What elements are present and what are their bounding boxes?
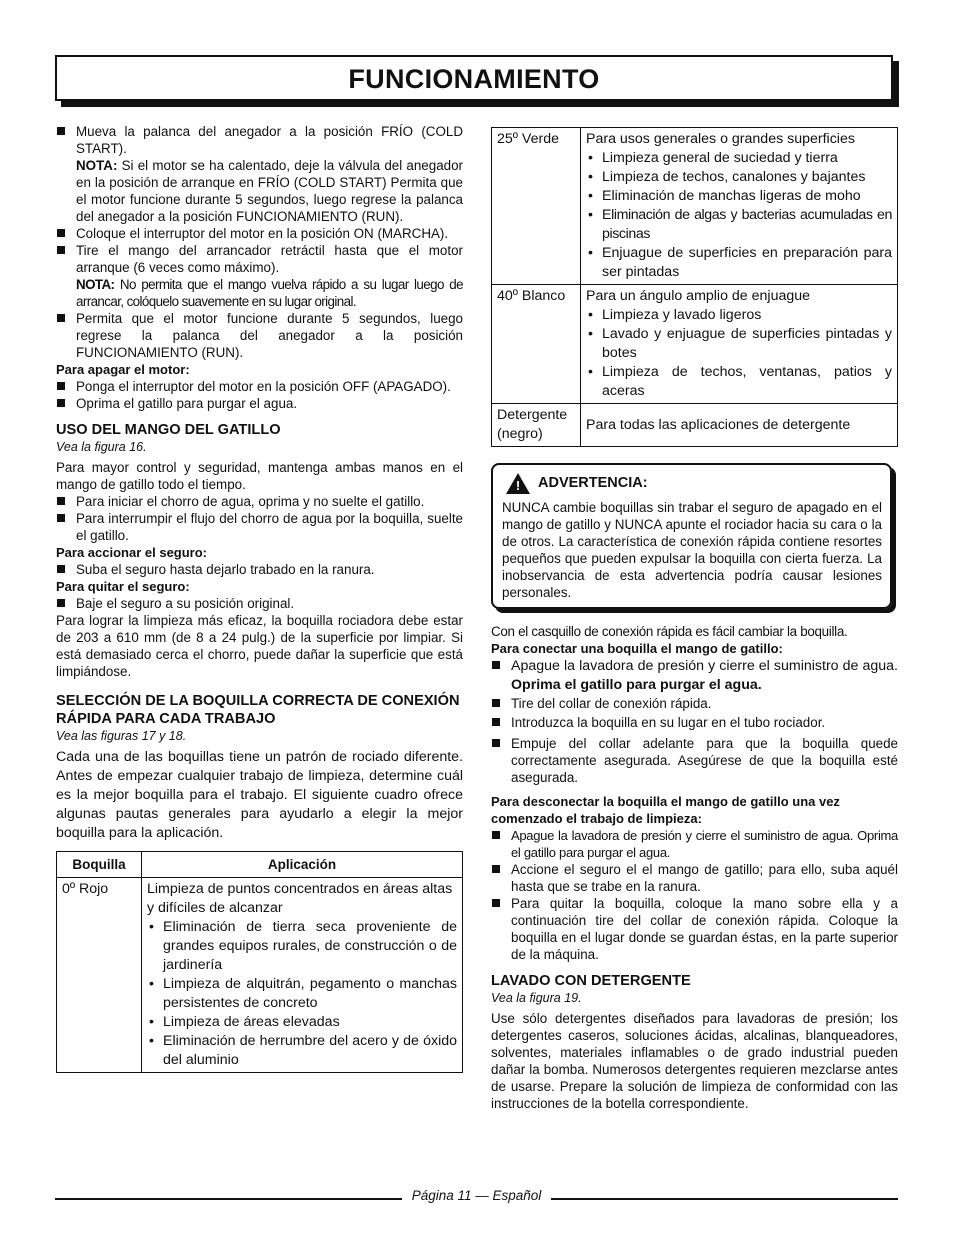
list-item: • Limpieza general de suciedad y tierra — [586, 149, 892, 168]
paragraph: Use sólo detergentes diseñados para lavadoras de presión; los detergentes caseros, soluciones ácidas, alcalinas, blanqueadores, solventes, materiales inflamables o de grado industrial pueden dañar la bomba. Numerosos detergentes requieren mezclarse antes de usarse. Prepare la solución de limpieza de conformidad con las instrucciones de la botella correspondiente. — [491, 1011, 898, 1111]
note-label: NOTA: — [76, 277, 115, 292]
list-item: Empuje del collar adelante para que la boquilla quede correctamente asegurada. Asegúrese de que la boquilla esté asegurada. — [491, 735, 898, 786]
cell-list — [147, 918, 457, 1070]
figure-reference: Vea la figura 16. — [56, 440, 147, 454]
list-item-text: Mueva la palanca del anegador a la posición FRÍO (COLD START). — [76, 124, 463, 156]
connect-list-2 — [491, 695, 898, 786]
note-paragraph — [76, 157, 463, 225]
list-item — [56, 123, 463, 225]
table-cell: Para todas las aplicaciones de detergente — [581, 404, 898, 447]
list-item: • Limpieza de áreas elevadas — [147, 1013, 457, 1032]
paragraph: Cada una de las boquillas tiene un patrón de rociado diferente. Antes de empezar cualquier trabajo de limpieza, determine cuál es la mejor boquilla para el trabajo. El siguiente cuadro ofrece algunas pautas generales para ayudarlo a elegir la mejor boquilla para la aplicación. — [56, 749, 463, 841]
section-heading: USO DEL MANGO DEL GATILLO — [56, 422, 281, 438]
table-cell: 40º Blanco — [492, 285, 581, 404]
cell-list — [586, 306, 892, 401]
list-item: • Limpieza y lavado ligeros — [586, 306, 892, 325]
table-header-row — [57, 852, 463, 878]
footer-text: Página 11 — Español — [402, 1188, 552, 1203]
list-item: • Eliminación de algas y bacterias acumuladas en piscinas — [586, 206, 892, 244]
list-item: Para quitar la boquilla, coloque la mano sobre ella y a continuación tire del collar de conexión rápida. Coloque la boquilla en el lugar donde se guardan éstas, en la parte superior de la máquina. — [491, 895, 898, 963]
section-heading: SELECCIÓN DE LA BOQUILLA CORRECTA DE CONEXIÓN RÁPIDA PARA CADA TRABAJO — [56, 693, 460, 727]
list-item-bold: Oprima el gatillo para purgar el agua. — [511, 677, 762, 693]
list-item: • Eliminación de tierra seca proveniente de grandes equipos rurales, de construcción o de jardinería — [147, 918, 457, 975]
list-item-text: Apague la lavadora de presión y cierre el suministro de agua. — [511, 658, 898, 674]
warning-box — [491, 463, 892, 609]
table-cell: 25º Verde — [492, 128, 581, 285]
list-item: • Eliminación de manchas ligeras de moho — [586, 187, 892, 206]
paragraph: Para lograr la limpieza más eficaz, la boquilla rociadora debe estar de 203 a 610 mm (de 8 a 24 pulg.) de la superficie por limpiar. Si está demasiado cerca el chorro, puede dañar la superficie que está limpiándose. — [56, 613, 463, 679]
cell-text: Para usos generales o grandes superficies — [586, 131, 855, 147]
list-item: • Lavado y enjuague de superficies pintadas y botes — [586, 325, 892, 363]
list-item: Suba el seguro hasta dejarlo trabado en la ranura. — [56, 561, 463, 578]
list-item: Permita que el motor funcione durante 5 segundos, luego regrese la palanca del anegador a la posición FUNCIONAMIENTO (RUN). — [56, 310, 463, 361]
table-header: Aplicación — [142, 852, 463, 878]
table-cell — [581, 128, 898, 285]
page-title: FUNCIONAMIENTO — [348, 64, 600, 94]
table-cell — [581, 285, 898, 404]
connect-list — [491, 657, 898, 695]
list-item: Ponga el interruptor del motor en la posición OFF (APAGADO). — [56, 378, 463, 395]
start-steps-list — [56, 123, 463, 361]
table-cell — [142, 878, 463, 1073]
table-row — [57, 878, 463, 1073]
unlock-list — [56, 595, 463, 612]
list-item: Para interrumpir el flujo del chorro de agua por la boquilla, suelte el gatillo. — [56, 510, 463, 544]
warning-text: NUNCA cambie boquillas sin trabar el seguro de apagado en el mango de gatillo y NUNCA apunte el rociador hacia su cara o la de otros. La característica de conexión rápida contiene resortes pequeños que pueden expulsar la boquilla con cierta fuerza. La inobservancia de esta advertencia podría causar lesiones personales. — [502, 500, 882, 600]
warning-label: ADVERTENCIA: — [538, 475, 648, 491]
lock-list — [56, 561, 463, 578]
paragraph: Para mayor control y seguridad, mantenga ambas manos en el mango de gatillo todo el tiempo. — [56, 460, 463, 492]
section-heading: LAVADO CON DETERGENTE — [491, 973, 691, 989]
list-item: • Limpieza de techos, canalones y bajantes — [586, 168, 892, 187]
list-item — [56, 242, 463, 310]
warning-icon: ! — [506, 473, 530, 494]
figure-reference: Vea las figuras 17 y 18. — [56, 729, 187, 743]
note-text: No permita que el mango vuelva rápido a su lugar luego de arrancar, colóquelo suavemente en su lugar original. — [76, 277, 463, 309]
paragraph: Con el casquillo de conexión rápida es fácil cambiar la boquilla. — [491, 624, 848, 639]
lock-heading: Para accionar el seguro: — [56, 545, 208, 560]
list-item: Baje el seguro a su posición original. — [56, 595, 463, 612]
list-item: Coloque el interruptor del motor en la posición ON (MARCHA). — [56, 225, 463, 242]
list-item-text: Tire el mango del arrancador retráctil hasta que el motor arranque (6 veces como máximo). — [76, 243, 463, 275]
note-text: Si el motor se ha calentado, deje la válvula del anegador en la posición de arranque en FRÍO (COLD START) Permita que el motor funcione durante 5 segundos, luego regrese la palanca del anegador a la posición FUNCIONAMIENTO (RUN). — [76, 158, 463, 224]
nozzle-table-continued — [491, 127, 898, 447]
cell-list — [586, 149, 892, 282]
list-item: • Limpieza de techos, ventanas, patios y aceras — [586, 363, 892, 401]
right-column — [491, 127, 898, 1112]
figure-reference: Vea la figura 19. — [491, 991, 582, 1005]
stop-heading: Para apagar el motor: — [56, 362, 190, 377]
footer-text-wrap — [55, 1188, 898, 1203]
unlock-heading: Para quitar el seguro: — [56, 579, 190, 594]
table-header: Boquilla — [57, 852, 142, 878]
table-cell: Detergente (negro) — [492, 404, 581, 447]
list-item: • Enjuague de superficies en preparación para ser pintadas — [586, 244, 892, 282]
list-item: Accione el seguro el el mango de gatillo; para ello, suba aquél hasta que se trabe en la ranura. — [491, 861, 898, 895]
table-row — [492, 404, 898, 447]
cell-text: Para un ángulo amplio de enjuague — [586, 288, 811, 304]
list-item: Introduzca la boquilla en su lugar en el tubo rociador. — [491, 714, 898, 731]
page-footer — [55, 1187, 898, 1209]
list-item: • Limpieza de alquitrán, pegamento o manchas persistentes de concreto — [147, 975, 457, 1013]
disconnect-list — [491, 827, 898, 963]
note-label: NOTA: — [76, 158, 118, 173]
disconnect-heading: Para desconectar la boquilla el mango de gatillo una vez comenzado el trabajo de limpieza: — [491, 794, 840, 826]
left-column — [56, 123, 463, 1073]
list-item: Tire del collar de conexión rápida. — [491, 695, 898, 712]
list-item: Para iniciar el chorro de agua, oprima y no suelte el gatillo. — [56, 493, 463, 510]
cell-text: Limpieza de puntos concentrados en áreas altas y difíciles de alcanzar — [147, 881, 453, 916]
table-cell: 0º Rojo — [57, 878, 142, 1073]
table-row — [492, 285, 898, 404]
list-item: Apague la lavadora de presión y cierre el suministro de agua. Oprima el gatillo para purgar el agua. — [491, 827, 898, 861]
title-banner — [55, 55, 893, 101]
list-item: Oprima el gatillo para purgar el agua. — [56, 395, 463, 412]
nozzle-table — [56, 851, 463, 1073]
table-row — [492, 128, 898, 285]
trigger-list — [56, 493, 463, 544]
list-item: • Eliminación de herrumbre del acero y de óxido del aluminio — [147, 1032, 457, 1070]
stop-list — [56, 378, 463, 412]
warning-header — [506, 473, 882, 494]
connect-heading: Para conectar una boquilla el mango de gatillo: — [491, 641, 783, 656]
note-paragraph — [76, 276, 463, 310]
list-item — [491, 657, 898, 695]
